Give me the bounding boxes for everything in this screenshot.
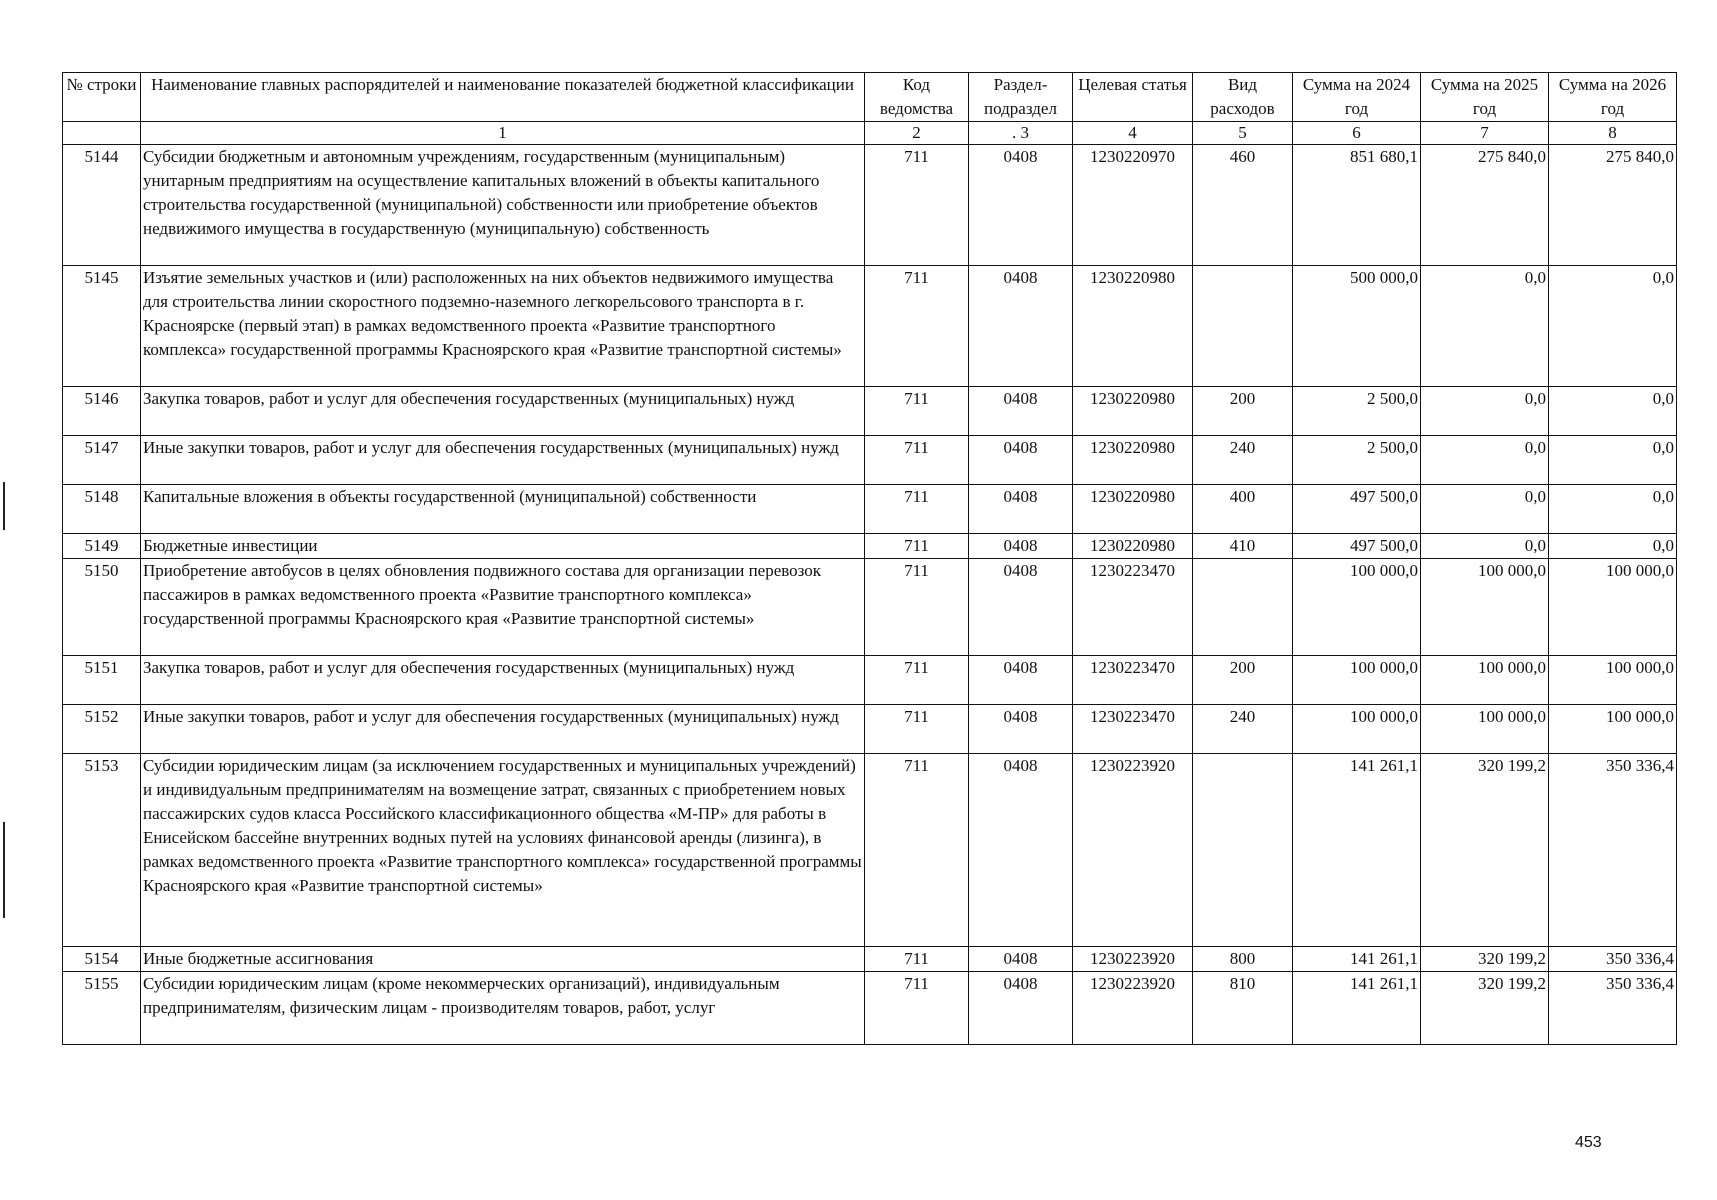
row-dept-code: 711 bbox=[865, 436, 969, 485]
row-section: 0408 bbox=[969, 705, 1073, 754]
row-number: 5146 bbox=[63, 387, 141, 436]
row-number: 5154 bbox=[63, 947, 141, 972]
row-dept-code: 711 bbox=[865, 947, 969, 972]
table-row bbox=[63, 656, 1677, 705]
row-expense-type: 200 bbox=[1193, 387, 1293, 436]
column-index-row bbox=[63, 122, 1677, 145]
row-dept-code: 711 bbox=[865, 485, 969, 534]
row-dept-code: 711 bbox=[865, 534, 969, 559]
row-sum-2024: 497 500,0 bbox=[1293, 485, 1421, 534]
margin-mark-upper bbox=[3, 482, 5, 530]
index-cell: 6 bbox=[1293, 122, 1421, 145]
row-sum-2025: 320 199,2 bbox=[1421, 972, 1549, 1045]
row-section: 0408 bbox=[969, 972, 1073, 1045]
row-section: 0408 bbox=[969, 656, 1073, 705]
row-sum-2024: 851 680,1 bbox=[1293, 145, 1421, 266]
row-sum-2024: 141 261,1 bbox=[1293, 947, 1421, 972]
table-row bbox=[63, 145, 1677, 266]
row-number: 5153 bbox=[63, 754, 141, 947]
row-section: 0408 bbox=[969, 266, 1073, 387]
row-target: 1230220980 bbox=[1073, 387, 1193, 436]
row-dept-code: 711 bbox=[865, 559, 969, 656]
row-target: 1230223470 bbox=[1073, 559, 1193, 656]
row-sum-2025: 275 840,0 bbox=[1421, 145, 1549, 266]
row-name: Иные закупки товаров, работ и услуг для обеспечения государственных (муниципальных) нужд bbox=[141, 705, 865, 754]
row-name: Субсидии бюджетным и автономным учреждениям, государственным (муниципальным) унитарным предприятиям на осуществление капитальных вложений в объекты капитального строительства государственной (муниципальной) собственности или приобретение объектов недвижимого имущества в государственную (муниципальную) собственность bbox=[141, 145, 865, 266]
row-expense-type: 410 bbox=[1193, 534, 1293, 559]
row-number: 5151 bbox=[63, 656, 141, 705]
header-dept-code: Код ведомства bbox=[865, 73, 969, 122]
row-sum-2025: 0,0 bbox=[1421, 534, 1549, 559]
row-name: Капитальные вложения в объекты государственной (муниципальной) собственности bbox=[141, 485, 865, 534]
header-expense-type: Вид расходов bbox=[1193, 73, 1293, 122]
row-number: 5148 bbox=[63, 485, 141, 534]
row-number: 5150 bbox=[63, 559, 141, 656]
row-target: 1230220980 bbox=[1073, 266, 1193, 387]
row-target: 1230223920 bbox=[1073, 972, 1193, 1045]
row-expense-type: 460 bbox=[1193, 145, 1293, 266]
row-name: Закупка товаров, работ и услуг для обеспечения государственных (муниципальных) нужд bbox=[141, 656, 865, 705]
row-number: 5152 bbox=[63, 705, 141, 754]
header-name: Наименование главных распорядителей и наименование показателей бюджетной классификации bbox=[141, 73, 865, 122]
row-dept-code: 711 bbox=[865, 705, 969, 754]
index-cell: 5 bbox=[1193, 122, 1293, 145]
row-dept-code: 711 bbox=[865, 754, 969, 947]
row-name: Субсидии юридическим лицам (за исключением государственных и муниципальных учреждений) и индивидуальным предпринимателям на возмещение затрат, связанных с приобретением новых пассажирских судов класса Российского классификационного общества «М-ПР» для работы в Енисейском бассейне внутренних водных путей на условиях финансовой аренды (лизинга), в рамках ведомственного проекта «Развитие транспортного комплекса» государственной программы Красноярского края «Развитие транспортной системы» bbox=[141, 754, 865, 947]
row-sum-2024: 141 261,1 bbox=[1293, 972, 1421, 1045]
row-sum-2026: 350 336,4 bbox=[1549, 972, 1677, 1045]
row-section: 0408 bbox=[969, 947, 1073, 972]
header-target: Целевая статья bbox=[1073, 73, 1193, 122]
row-sum-2026: 0,0 bbox=[1549, 534, 1677, 559]
row-section: 0408 bbox=[969, 485, 1073, 534]
row-sum-2025: 100 000,0 bbox=[1421, 656, 1549, 705]
row-sum-2024: 141 261,1 bbox=[1293, 754, 1421, 947]
margin-mark-lower bbox=[3, 822, 5, 918]
row-sum-2025: 0,0 bbox=[1421, 485, 1549, 534]
row-section: 0408 bbox=[969, 436, 1073, 485]
row-sum-2025: 320 199,2 bbox=[1421, 754, 1549, 947]
table-row bbox=[63, 559, 1677, 656]
index-cell: 1 bbox=[141, 122, 865, 145]
row-expense-type: 810 bbox=[1193, 972, 1293, 1045]
row-sum-2026: 0,0 bbox=[1549, 485, 1677, 534]
table-header-row bbox=[63, 73, 1677, 122]
row-sum-2024: 497 500,0 bbox=[1293, 534, 1421, 559]
row-expense-type: 400 bbox=[1193, 485, 1293, 534]
row-sum-2025: 320 199,2 bbox=[1421, 947, 1549, 972]
row-target: 1230223470 bbox=[1073, 705, 1193, 754]
page-number: 453 bbox=[1575, 1134, 1602, 1151]
row-expense-type: 800 bbox=[1193, 947, 1293, 972]
row-target: 1230220980 bbox=[1073, 534, 1193, 559]
row-expense-type: 240 bbox=[1193, 436, 1293, 485]
row-sum-2025: 0,0 bbox=[1421, 387, 1549, 436]
row-sum-2025: 0,0 bbox=[1421, 436, 1549, 485]
header-section: Раздел-подраздел bbox=[969, 73, 1073, 122]
row-sum-2026: 0,0 bbox=[1549, 266, 1677, 387]
table-row bbox=[63, 387, 1677, 436]
row-dept-code: 711 bbox=[865, 387, 969, 436]
row-sum-2024: 2 500,0 bbox=[1293, 436, 1421, 485]
row-dept-code: 711 bbox=[865, 972, 969, 1045]
index-cell: 7 bbox=[1421, 122, 1549, 145]
row-dept-code: 711 bbox=[865, 266, 969, 387]
row-name: Приобретение автобусов в целях обновления подвижного состава для организации перевозок пассажиров в рамках ведомственного проекта «Развитие транспортного комплекса» государственной программы Красноярского края «Развитие транспортной системы» bbox=[141, 559, 865, 656]
row-number: 5145 bbox=[63, 266, 141, 387]
row-sum-2026: 100 000,0 bbox=[1549, 705, 1677, 754]
row-target: 1230220970 bbox=[1073, 145, 1193, 266]
row-number: 5147 bbox=[63, 436, 141, 485]
row-sum-2025: 0,0 bbox=[1421, 266, 1549, 387]
row-expense-type bbox=[1193, 266, 1293, 387]
row-sum-2024: 2 500,0 bbox=[1293, 387, 1421, 436]
budget-table bbox=[62, 72, 1677, 1045]
row-sum-2025: 100 000,0 bbox=[1421, 705, 1549, 754]
index-cell: . 3 bbox=[969, 122, 1073, 145]
row-expense-type: 200 bbox=[1193, 656, 1293, 705]
table-row bbox=[63, 754, 1677, 947]
row-section: 0408 bbox=[969, 387, 1073, 436]
row-target: 1230220980 bbox=[1073, 436, 1193, 485]
row-target: 1230223920 bbox=[1073, 754, 1193, 947]
row-name: Закупка товаров, работ и услуг для обеспечения государственных (муниципальных) нужд bbox=[141, 387, 865, 436]
row-sum-2026: 0,0 bbox=[1549, 387, 1677, 436]
row-sum-2024: 100 000,0 bbox=[1293, 656, 1421, 705]
row-sum-2025: 100 000,0 bbox=[1421, 559, 1549, 656]
index-cell: 2 bbox=[865, 122, 969, 145]
header-sum-2026: Сумма на 2026 год bbox=[1549, 73, 1677, 122]
row-number: 5144 bbox=[63, 145, 141, 266]
row-sum-2026: 350 336,4 bbox=[1549, 947, 1677, 972]
row-expense-type: 240 bbox=[1193, 705, 1293, 754]
row-sum-2026: 350 336,4 bbox=[1549, 754, 1677, 947]
row-section: 0408 bbox=[969, 145, 1073, 266]
row-name: Иные закупки товаров, работ и услуг для обеспечения государственных (муниципальных) нужд bbox=[141, 436, 865, 485]
row-target: 1230223470 bbox=[1073, 656, 1193, 705]
table-row bbox=[63, 266, 1677, 387]
index-cell: 4 bbox=[1073, 122, 1193, 145]
row-target: 1230223920 bbox=[1073, 947, 1193, 972]
row-target: 1230220980 bbox=[1073, 485, 1193, 534]
row-section: 0408 bbox=[969, 754, 1073, 947]
row-section: 0408 bbox=[969, 559, 1073, 656]
row-expense-type bbox=[1193, 754, 1293, 947]
row-number: 5155 bbox=[63, 972, 141, 1045]
row-dept-code: 711 bbox=[865, 145, 969, 266]
row-name: Иные бюджетные ассигнования bbox=[141, 947, 865, 972]
row-sum-2026: 100 000,0 bbox=[1549, 559, 1677, 656]
row-sum-2026: 0,0 bbox=[1549, 436, 1677, 485]
row-name: Изъятие земельных участков и (или) расположенных на них объектов недвижимого имущества для строительства линии скоростного подземно-наземного легкорельсового транспорта в г. Красноярске (первый этап) в рамках ведомственного проекта «Развитие транспортного комплекса» государственной программы Красноярского края «Развитие транспортной системы» bbox=[141, 266, 865, 387]
table-row bbox=[63, 436, 1677, 485]
row-section: 0408 bbox=[969, 534, 1073, 559]
index-cell bbox=[63, 122, 141, 145]
row-sum-2026: 275 840,0 bbox=[1549, 145, 1677, 266]
table-row bbox=[63, 534, 1677, 559]
row-sum-2024: 100 000,0 bbox=[1293, 705, 1421, 754]
table-row bbox=[63, 485, 1677, 534]
header-sum-2024: Сумма на 2024 год bbox=[1293, 73, 1421, 122]
row-number: 5149 bbox=[63, 534, 141, 559]
row-sum-2024: 500 000,0 bbox=[1293, 266, 1421, 387]
header-sum-2025: Сумма на 2025 год bbox=[1421, 73, 1549, 122]
row-name: Бюджетные инвестиции bbox=[141, 534, 865, 559]
row-dept-code: 711 bbox=[865, 656, 969, 705]
header-row-number: № строки bbox=[63, 73, 141, 122]
index-cell: 8 bbox=[1549, 122, 1677, 145]
row-sum-2026: 100 000,0 bbox=[1549, 656, 1677, 705]
row-expense-type bbox=[1193, 559, 1293, 656]
table-row bbox=[63, 705, 1677, 754]
table-row bbox=[63, 972, 1677, 1045]
table-row bbox=[63, 947, 1677, 972]
row-name: Субсидии юридическим лицам (кроме некоммерческих организаций), индивидуальным предпринимателям, физическим лицам - производителям товаров, работ, услуг bbox=[141, 972, 865, 1045]
row-sum-2024: 100 000,0 bbox=[1293, 559, 1421, 656]
